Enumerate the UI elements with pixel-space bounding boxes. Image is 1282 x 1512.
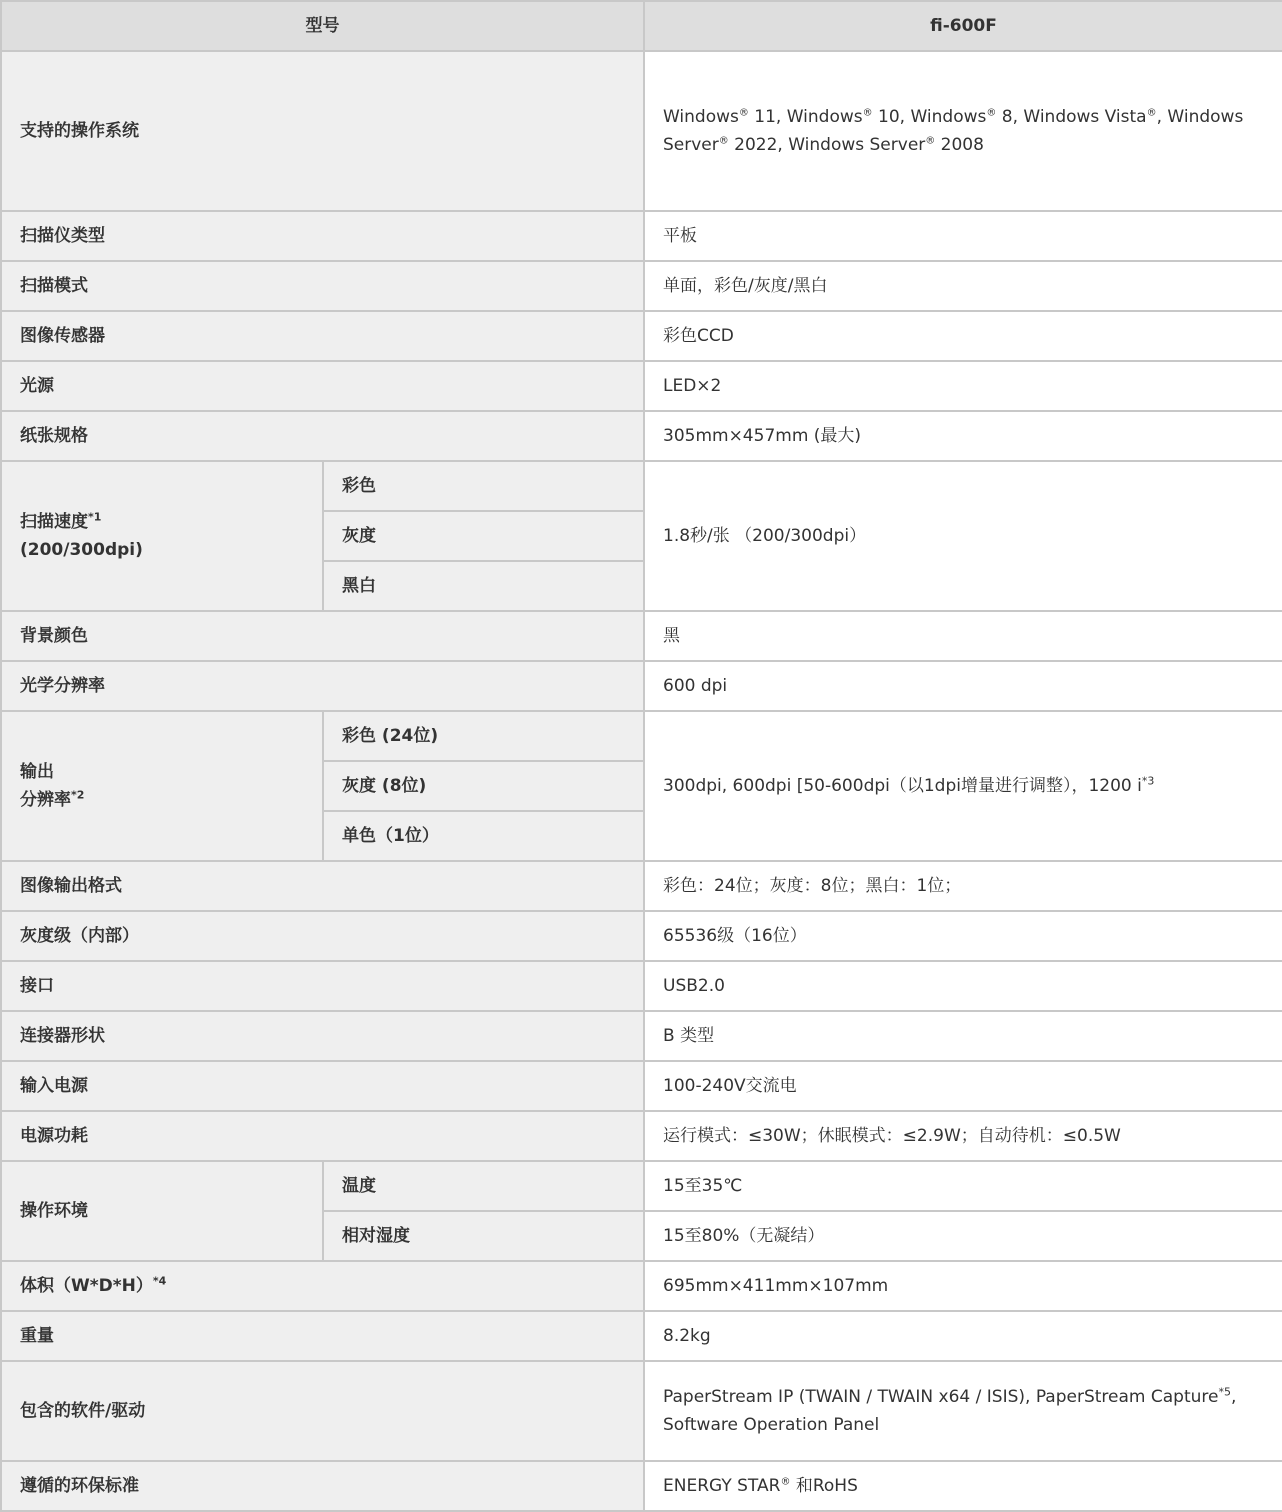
table-row xyxy=(1,1111,1282,1161)
output-res-label: 输出 分辨率$^{*2}$ xyxy=(1,711,323,861)
dimensions-value: 695mm×411mm×107mm xyxy=(644,1261,1282,1311)
eco-value: ENERGY STAR® 和RoHS xyxy=(644,1461,1282,1511)
dimensions-label: 体积$(W*D*H)^{*4}$ xyxy=(1,1261,644,1311)
table-row xyxy=(1,611,1282,661)
table-row xyxy=(1,1011,1282,1061)
table-row xyxy=(1,961,1282,1011)
table-row xyxy=(1,661,1282,711)
table-row xyxy=(1,911,1282,961)
interface-value: USB2.0 xyxy=(644,961,1282,1011)
scan-speed-value: 1.8秒/张 （200/300dpi） xyxy=(644,461,1282,611)
gray-level-value: 65536级（16位） xyxy=(644,911,1282,961)
humidity-value: 15至80%（无凝结） xyxy=(644,1211,1282,1261)
table-row xyxy=(1,361,1282,411)
header-model-label: 型号 xyxy=(1,1,644,51)
table-row xyxy=(1,461,1282,511)
power-consumption-label: 电源功耗 xyxy=(1,1111,644,1161)
power-input-label: 输入电源 xyxy=(1,1061,644,1111)
table-row xyxy=(1,711,1282,761)
table-row xyxy=(1,1311,1282,1361)
temperature-label: 温度 xyxy=(323,1161,644,1211)
table-row xyxy=(1,861,1282,911)
scan-mode-label: 扫描模式 xyxy=(1,261,644,311)
scanner-type-label: 扫描仪类型 xyxy=(1,211,644,261)
header-model-value: fi-600F xyxy=(644,1,1282,51)
software-label: 包含的软件/驱动 xyxy=(1,1361,644,1461)
output-res-gray-label: 灰度 (8位) xyxy=(323,761,644,811)
table-row xyxy=(1,411,1282,461)
footnote-marker: *5 xyxy=(1218,1385,1231,1399)
weight-label: 重量 xyxy=(1,1311,644,1361)
output-format-value: 彩色：24位；灰度：8位；黑白：1位； xyxy=(644,861,1282,911)
scan-speed-gray-label: 灰度 xyxy=(323,511,644,561)
scanner-type-value: 平板 xyxy=(644,211,1282,261)
scan-speed-label: 扫描速度$^{*1}$ (200/300dpi) xyxy=(1,461,323,611)
table-row xyxy=(1,261,1282,311)
background-value: 黑 xyxy=(644,611,1282,661)
table-row xyxy=(1,1361,1282,1461)
image-sensor-value: 彩色CCD xyxy=(644,311,1282,361)
table-row xyxy=(1,311,1282,361)
output-format-label: 图像输出格式 xyxy=(1,861,644,911)
scan-speed-bw-label: 黑白 xyxy=(323,561,644,611)
optical-res-label: 光学分辨率 xyxy=(1,661,644,711)
table-row xyxy=(1,1261,1282,1311)
table-row xyxy=(1,1161,1282,1211)
power-input-value: 100-240V交流电 xyxy=(644,1061,1282,1111)
light-source-label: 光源 xyxy=(1,361,644,411)
header-row xyxy=(1,1,1282,51)
scan-mode-value: 单面，彩色/灰度/黑白 xyxy=(644,261,1282,311)
background-label: 背景颜色 xyxy=(1,611,644,661)
image-sensor-label: 图像传感器 xyxy=(1,311,644,361)
paper-size-label: 纸张规格 xyxy=(1,411,644,461)
interface-label: 接口 xyxy=(1,961,644,1011)
scan-speed-color-label: 彩色 xyxy=(323,461,644,511)
os-label: 支持的操作系统 xyxy=(1,51,644,211)
table-row xyxy=(1,1061,1282,1111)
eco-label: 遵循的环保标准 xyxy=(1,1461,644,1511)
connector-value: B 类型 xyxy=(644,1011,1282,1061)
table-row xyxy=(1,51,1282,211)
output-res-color-label: 彩色 (24位) xyxy=(323,711,644,761)
temperature-value: 15至35℃ xyxy=(644,1161,1282,1211)
footnote-marker: *1 xyxy=(88,510,102,524)
connector-label: 连接器形状 xyxy=(1,1011,644,1061)
paper-size-value: 305mm×457mm (最大) xyxy=(644,411,1282,461)
gray-level-label: 灰度级（内部） xyxy=(1,911,644,961)
table-row xyxy=(1,1461,1282,1511)
weight-value: 8.2kg xyxy=(644,1311,1282,1361)
footnote-marker: *3 xyxy=(1141,774,1155,788)
output-res-value: 300dpi, 600dpi [50-600dpi（以1dpi增量进行调整），1200 $i^{*3}$ xyxy=(644,711,1282,861)
power-consumption-value: 运行模式：≤30W；休眠模式：≤2.9W；自动待机：≤0.5W xyxy=(644,1111,1282,1161)
table-row xyxy=(1,211,1282,261)
optical-res-value: 600 dpi xyxy=(644,661,1282,711)
footnote-marker: *2 xyxy=(71,788,85,802)
software-value: PaperStream IP (TWAIN / TWAIN x64 / ISIS), PaperStream Capture$^{*5}$, Software Operation Panel xyxy=(644,1361,1282,1461)
os-value: Windows® 11, Windows® 10, Windows® 8, Windows Vista®, Windows Server® 2022, Windows Server® 2008 xyxy=(644,51,1282,211)
humidity-label: 相对湿度 xyxy=(323,1211,644,1261)
environment-label: 操作环境 xyxy=(1,1161,323,1261)
light-source-value: LED×2 xyxy=(644,361,1282,411)
footnote-marker: *4 xyxy=(152,1274,167,1288)
output-res-mono-label: 单色（1位） xyxy=(323,811,644,861)
